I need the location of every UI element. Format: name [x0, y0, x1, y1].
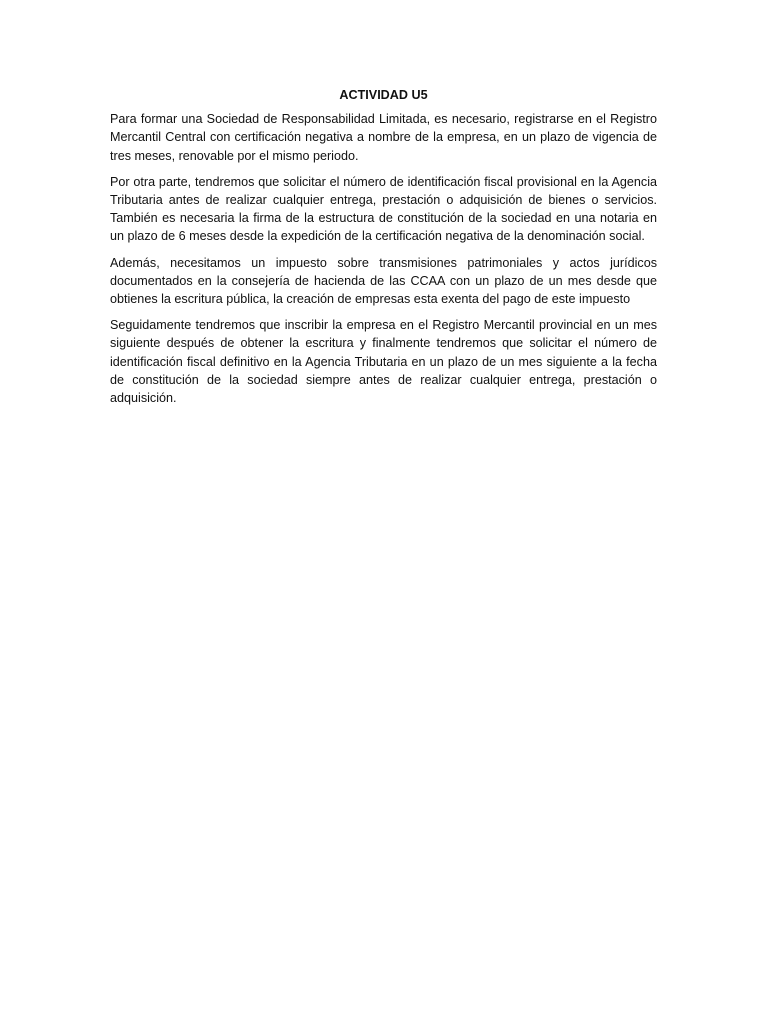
paragraph-4: Seguidamente tendremos que inscribir la empresa en el Registro Mercantil provincial en un mes siguiente después de obtener la escritura y finalmente tendremos que solicitar el número de identificación fiscal definitivo en la Agencia Tributaria en un plazo de un mes siguiente a la fecha de constitución de la sociedad siempre antes de realizar cualquier entrega, prestación o adquisición. — [110, 318, 657, 406]
paragraph-3: Además, necesitamos un impuesto sobre transmisiones patrimoniales y actos jurídicos documentados en la consejería de hacienda de las CCAA con un plazo de un mes desde que obtienes la escritura pública, la creación de empresas esta exenta del pago de este impuesto — [110, 255, 657, 307]
document-title: ACTIVIDAD U5 — [339, 88, 428, 102]
document-body — [110, 86, 657, 415]
paragraph-2: Por otra parte, tendremos que solicitar el número de identificación fiscal provisional en la Agencia Tributaria antes de realizar cualquier entrega, prestación o adquisición de bienes o servicios. También es necesaria la firma de la estructura de constitución de la sociedad en una notaria en un plazo de 6 meses desde la expedición de la certificación negativa de la denominación social. — [110, 174, 657, 244]
paragraph-1: Para formar una Sociedad de Responsabilidad Limitada, es necesario, registrarse en el Registro Mercantil Central con certificación negativa a nombre de la empresa, en un plazo de vigencia de tres meses, renovable por el mismo periodo. — [110, 112, 657, 163]
